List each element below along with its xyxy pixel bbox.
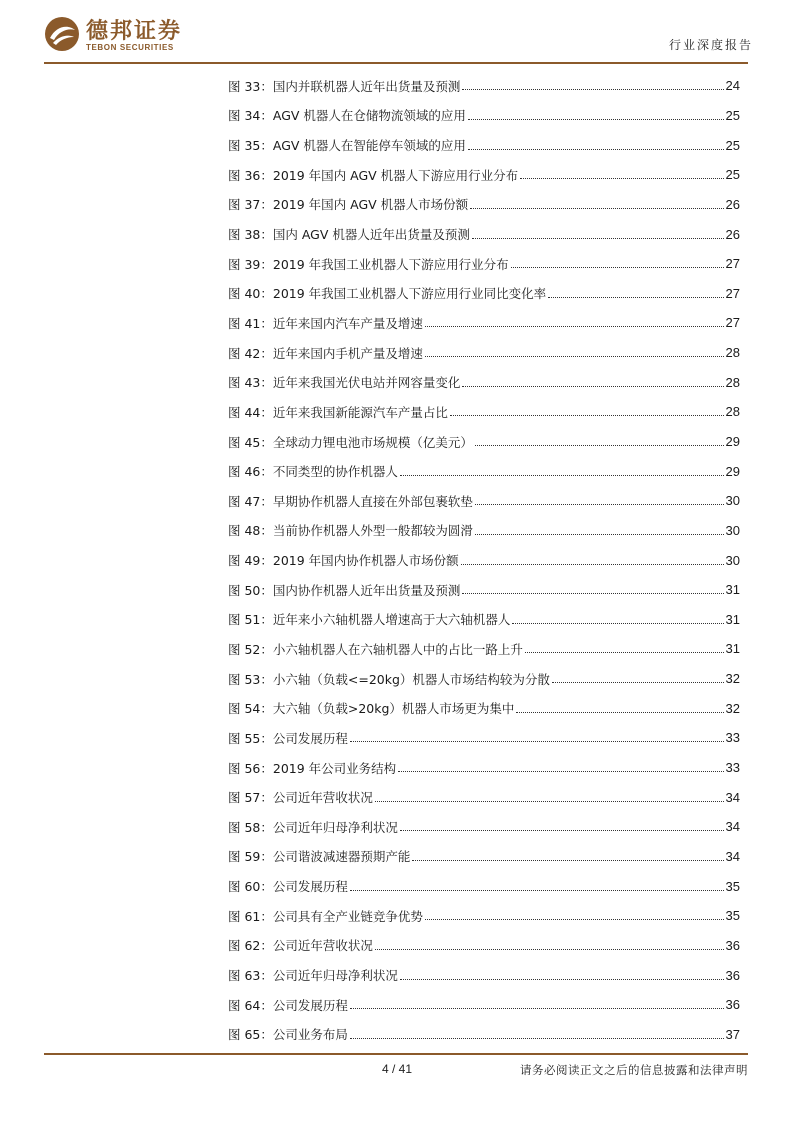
dot-leader <box>525 652 724 653</box>
toc-entry[interactable] <box>228 486 740 516</box>
dot-leader <box>425 356 724 357</box>
toc-entry-label: 图 49：2019 年国内协作机器人市场份额 <box>228 553 459 569</box>
toc-entry[interactable] <box>228 101 740 131</box>
toc-entry[interactable] <box>228 960 740 990</box>
toc-entry-label: 图 42：近年来国内手机产量及增速 <box>228 345 423 361</box>
toc-entry[interactable] <box>228 575 740 605</box>
toc-entry[interactable] <box>228 990 740 1020</box>
toc-entry[interactable] <box>228 397 740 427</box>
toc-entry-page: 33 <box>725 760 740 776</box>
dot-leader <box>512 623 723 624</box>
toc-entry[interactable] <box>228 1020 740 1050</box>
figure-list <box>228 71 740 1049</box>
toc-entry-label: 图 63：公司近年归母净利状况 <box>228 968 398 984</box>
toc-entry-label: 图 65：公司业务布局 <box>228 1027 348 1043</box>
toc-entry[interactable] <box>228 753 740 783</box>
toc-entry-label: 图 48：当前协作机器人外型一般都较为圆滑 <box>228 523 473 539</box>
brand-name-cn: 德邦证券 <box>86 18 183 44</box>
toc-entry-page: 26 <box>725 226 740 242</box>
toc-entry-label: 图 59：公司谐波减速器预期产能 <box>228 849 411 865</box>
toc-entry-page: 32 <box>725 671 740 687</box>
toc-entry-label: 图 56：2019 年公司业务结构 <box>228 760 397 776</box>
toc-entry-page: 25 <box>725 107 740 123</box>
toc-entry-page: 27 <box>725 285 740 301</box>
toc-entry-label: 图 62：公司近年营收状况 <box>228 938 373 954</box>
toc-entry[interactable] <box>228 308 740 338</box>
toc-entry-label: 图 35：AGV 机器人在智能停车领域的应用 <box>228 138 466 154</box>
dot-leader <box>516 712 723 713</box>
toc-entry-label: 图 40：2019 年我国工业机器人下游应用行业同比变化率 <box>228 286 547 302</box>
dot-leader <box>425 919 724 920</box>
toc-entry-label: 图 54：大六轴（负载>20kg）机器人市场更为集中 <box>228 701 515 717</box>
toc-entry-page: 31 <box>725 611 740 627</box>
dot-leader <box>475 504 724 505</box>
toc-entry-label: 图 41：近年来国内汽车产量及增速 <box>228 315 423 331</box>
toc-entry-label: 图 43：近年来我国光伏电站并网容量变化 <box>228 375 461 391</box>
dot-leader <box>375 801 724 802</box>
dot-leader <box>350 1008 724 1009</box>
dot-leader <box>475 534 724 535</box>
toc-entry[interactable] <box>228 605 740 635</box>
toc-entry[interactable] <box>228 931 740 961</box>
toc-entry-page: 25 <box>725 167 740 183</box>
toc-entry-label: 图 34：AGV 机器人在仓储物流领域的应用 <box>228 108 466 124</box>
toc-entry[interactable] <box>228 456 740 486</box>
toc-entry-label: 图 53：小六轴（负载<=20kg）机器人市场结构较为分散 <box>228 671 550 687</box>
toc-entry-label: 图 45：全球动力锂电池市场规模（亿美元） <box>228 434 473 450</box>
toc-entry[interactable] <box>228 71 740 101</box>
dot-leader <box>475 445 724 446</box>
toc-entry-label: 图 33：国内并联机器人近年出货量及预测 <box>228 78 461 94</box>
toc-entry[interactable] <box>228 249 740 279</box>
toc-entry[interactable] <box>228 693 740 723</box>
toc-entry-page: 36 <box>725 997 740 1013</box>
dot-leader <box>552 682 724 683</box>
toc-entry[interactable] <box>228 723 740 753</box>
toc-entry[interactable] <box>228 901 740 931</box>
toc-entry-page: 31 <box>725 641 740 657</box>
toc-entry-label: 图 39：2019 年我国工业机器人下游应用行业分布 <box>228 256 509 272</box>
toc-entry-page: 35 <box>725 878 740 894</box>
toc-entry-page: 30 <box>725 552 740 568</box>
dot-leader <box>400 475 724 476</box>
dot-leader <box>350 741 724 742</box>
toc-entry-page: 28 <box>725 404 740 420</box>
toc-entry[interactable] <box>228 545 740 575</box>
toc-entry[interactable] <box>228 782 740 812</box>
page-number: 4 / 41 <box>382 1062 413 1076</box>
dot-leader <box>462 593 723 594</box>
toc-entry-page: 27 <box>725 315 740 331</box>
footer-divider <box>44 1053 748 1055</box>
toc-entry-label: 图 57：公司近年营收状况 <box>228 790 373 806</box>
toc-entry-page: 27 <box>725 256 740 272</box>
toc-entry-page: 26 <box>725 196 740 212</box>
toc-entry[interactable] <box>228 190 740 220</box>
toc-entry-page: 34 <box>725 848 740 864</box>
report-type: 行业深度报告 <box>668 38 753 52</box>
toc-entry-label: 图 60：公司发展历程 <box>228 879 348 895</box>
toc-entry[interactable] <box>228 219 740 249</box>
dot-leader <box>412 860 723 861</box>
header-divider <box>44 62 748 64</box>
dot-leader <box>400 979 724 980</box>
toc-entry-page: 34 <box>725 819 740 835</box>
toc-entry-page: 34 <box>725 789 740 805</box>
dot-leader <box>398 771 723 772</box>
toc-entry-label: 图 64：公司发展历程 <box>228 997 348 1013</box>
toc-entry[interactable] <box>228 871 740 901</box>
toc-entry[interactable] <box>228 427 740 457</box>
toc-entry[interactable] <box>228 812 740 842</box>
toc-entry-page: 36 <box>725 937 740 953</box>
toc-entry-page: 31 <box>725 582 740 598</box>
dot-leader <box>468 119 724 120</box>
toc-entry[interactable] <box>228 278 740 308</box>
dot-leader <box>470 208 723 209</box>
toc-entry-page: 30 <box>725 493 740 509</box>
toc-entry-label: 图 61：公司具有全产业链竞争优势 <box>228 908 423 924</box>
dot-leader <box>425 326 724 327</box>
toc-entry-label: 图 44：近年来我国新能源汽车产量占比 <box>228 404 448 420</box>
dot-leader <box>468 149 724 150</box>
toc-entry-page: 37 <box>725 1026 740 1042</box>
toc-entry-page: 25 <box>725 137 740 153</box>
dot-leader <box>520 178 723 179</box>
toc-entry-page: 24 <box>725 78 740 94</box>
toc-entry-page: 28 <box>725 345 740 361</box>
toc-entry-page: 32 <box>725 700 740 716</box>
toc-entry-label: 图 52：小六轴机器人在六轴机器人中的占比一路上升 <box>228 641 523 657</box>
toc-entry-label: 图 50：国内协作机器人近年出货量及预测 <box>228 582 461 598</box>
dot-leader <box>350 890 724 891</box>
toc-entry-page: 28 <box>725 374 740 390</box>
toc-entry-page: 33 <box>725 730 740 746</box>
toc-entry[interactable] <box>228 367 740 397</box>
toc-entry-label: 图 37：2019 年国内 AGV 机器人市场份额 <box>228 197 469 213</box>
toc-entry[interactable] <box>228 130 740 160</box>
toc-entry-page: 36 <box>725 967 740 983</box>
dot-leader <box>450 415 724 416</box>
toc-entry-label: 图 46：不同类型的协作机器人 <box>228 464 398 480</box>
toc-entry-page: 29 <box>725 463 740 479</box>
toc-entry-label: 图 51：近年来小六轴机器人增速高于大六轴机器人 <box>228 612 511 628</box>
toc-entry-label: 图 58：公司近年归母净利状况 <box>228 819 398 835</box>
toc-entry-page: 35 <box>725 908 740 924</box>
toc-entry-page: 30 <box>725 522 740 538</box>
dot-leader <box>472 238 724 239</box>
legal-disclaimer: 请务必阅读正文之后的信息披露和法律声明 <box>520 1063 748 1077</box>
page-header <box>40 0 753 64</box>
toc-entry-label: 图 55：公司发展历程 <box>228 730 348 746</box>
toc-entry-page: 29 <box>725 434 740 449</box>
toc-entry-label: 图 36：2019 年国内 AGV 机器人下游应用行业分布 <box>228 167 519 183</box>
tebon-logo-icon <box>44 16 80 52</box>
dot-leader <box>548 297 723 298</box>
dot-leader <box>375 949 724 950</box>
toc-entry-label: 图 38：国内 AGV 机器人近年出货量及预测 <box>228 227 470 243</box>
toc-entry[interactable] <box>228 516 740 546</box>
dot-leader <box>511 267 724 268</box>
toc-entry[interactable] <box>228 160 740 190</box>
dot-leader <box>461 564 724 565</box>
dot-leader <box>462 89 723 90</box>
toc-entry[interactable] <box>228 634 740 664</box>
dot-leader <box>350 1038 724 1039</box>
toc-entry[interactable] <box>228 664 740 694</box>
toc-entry[interactable] <box>228 842 740 872</box>
toc-entry-label: 图 47：早期协作机器人直接在外部包裹软垫 <box>228 493 473 509</box>
brand-name-en: TEBON SECURITIES <box>86 43 174 52</box>
dot-leader <box>462 386 723 387</box>
dot-leader <box>400 830 724 831</box>
toc-entry[interactable] <box>228 338 740 368</box>
